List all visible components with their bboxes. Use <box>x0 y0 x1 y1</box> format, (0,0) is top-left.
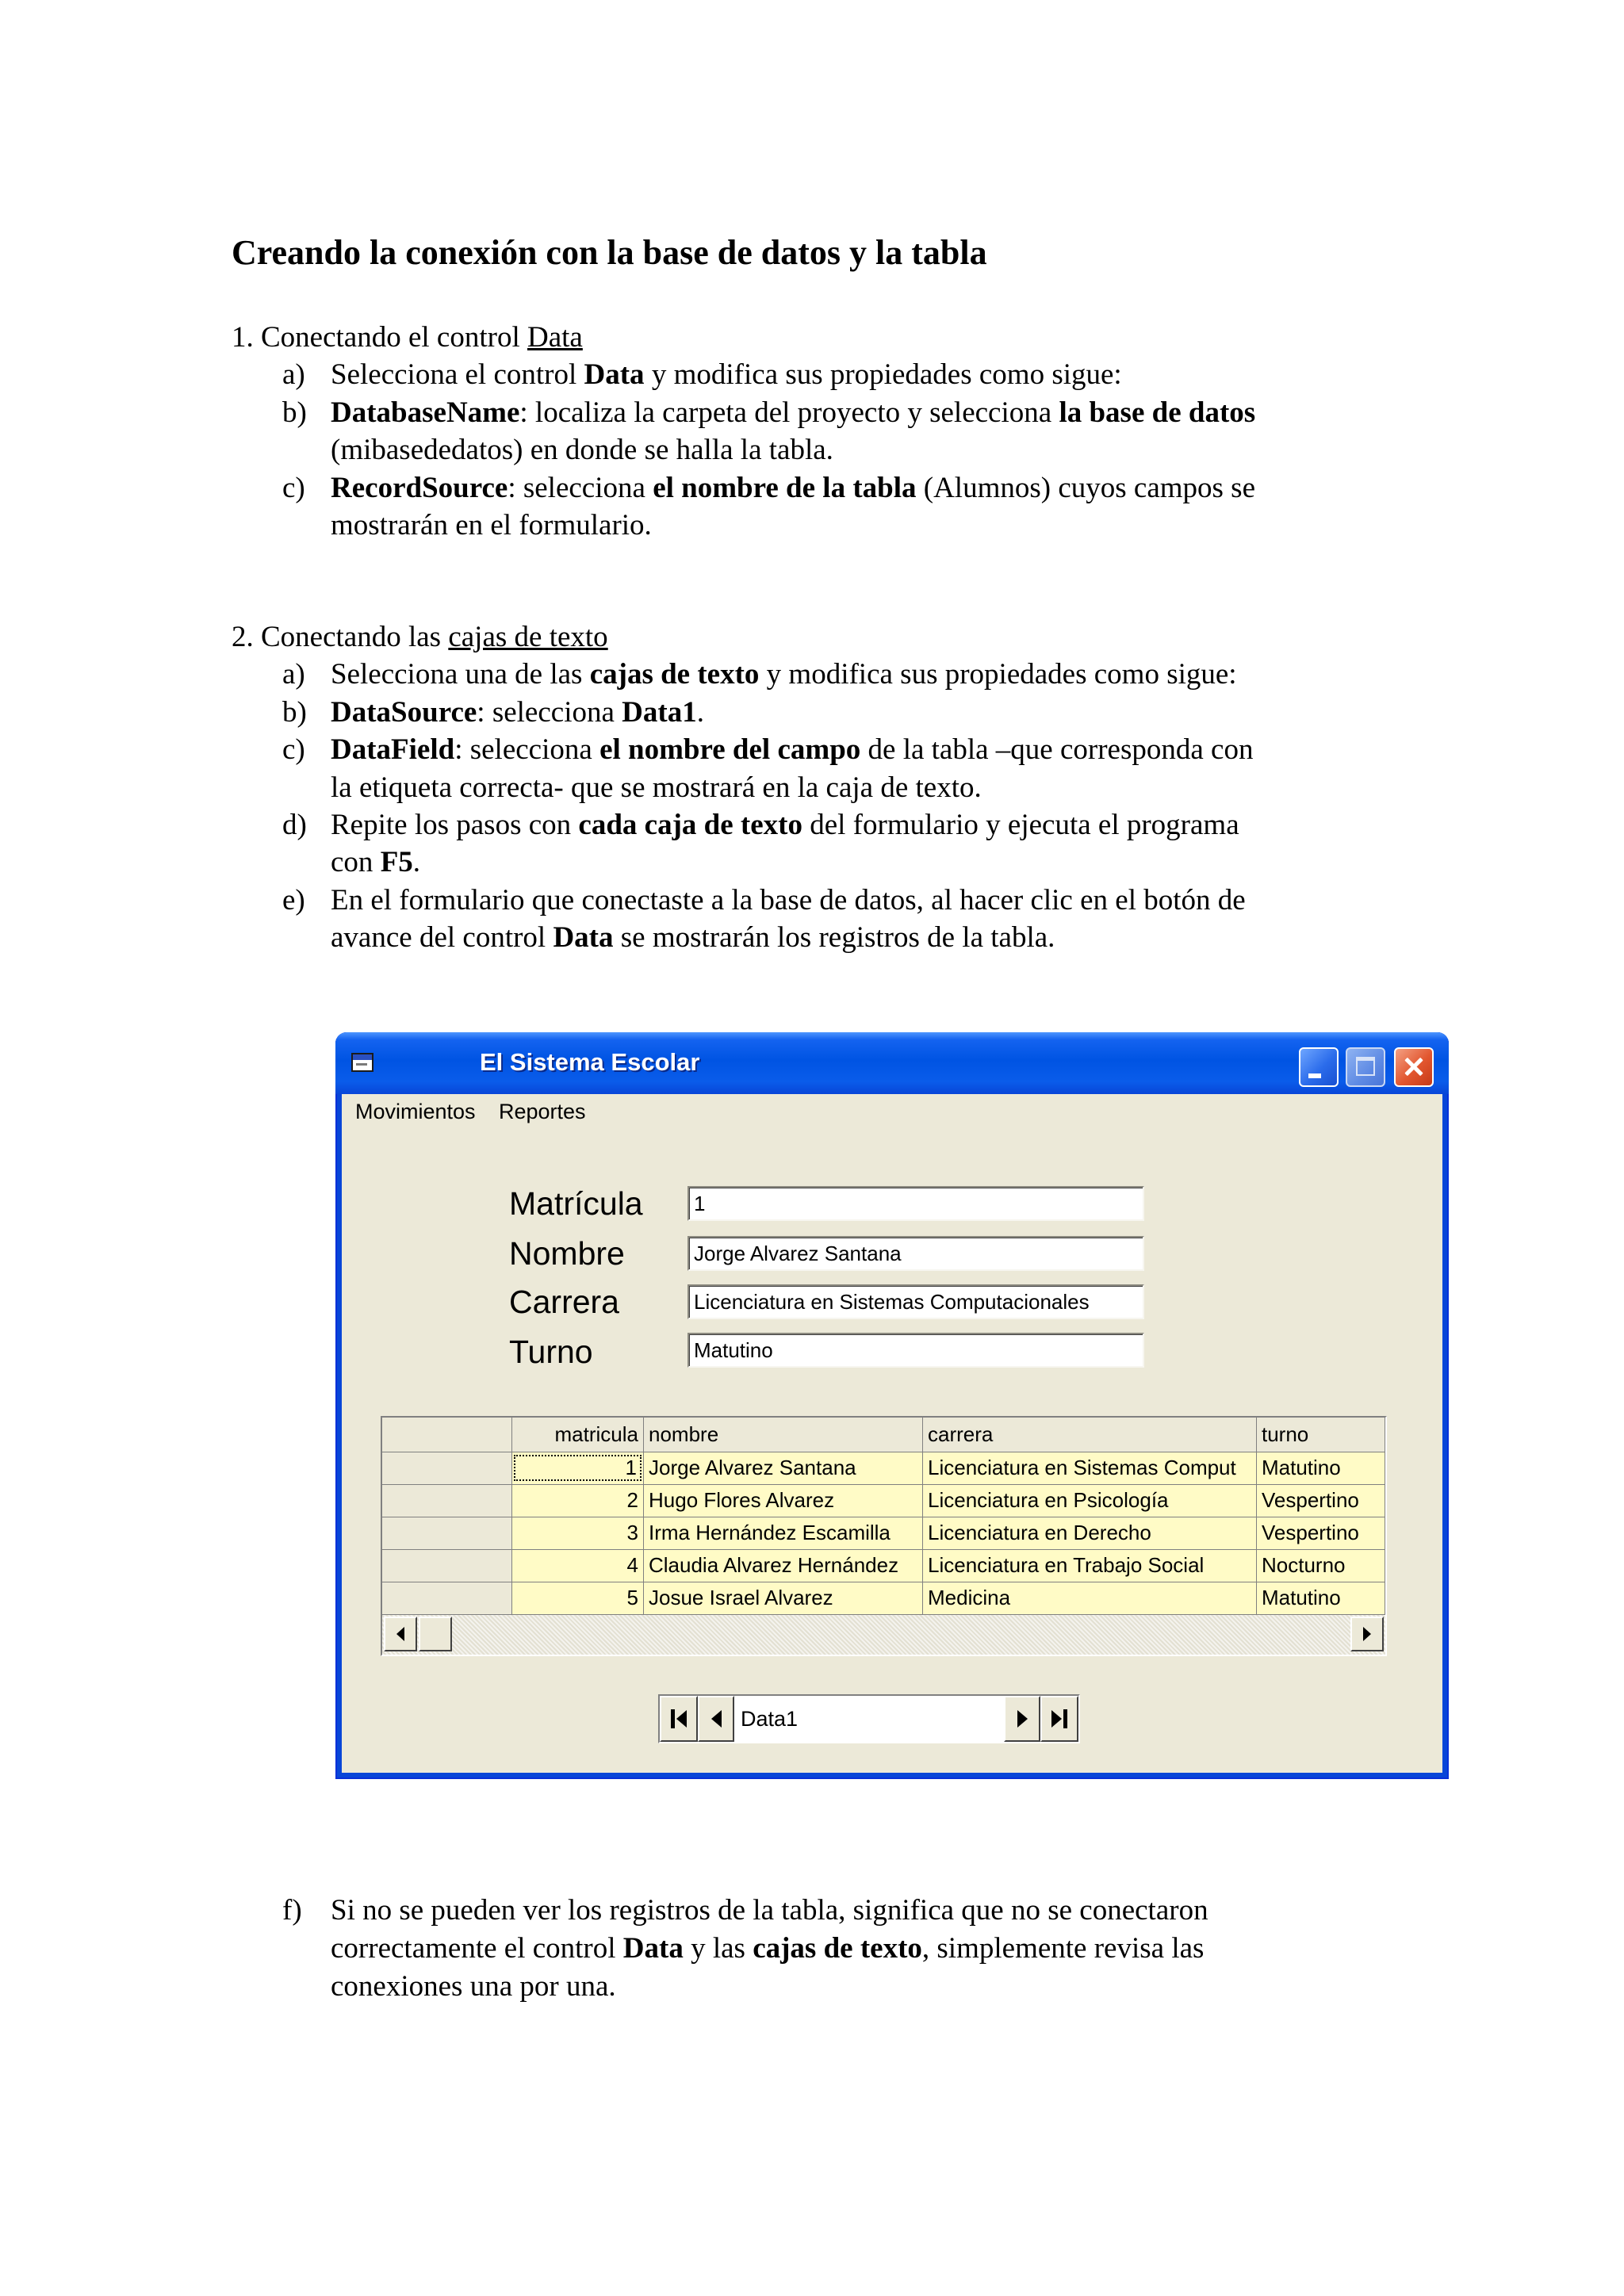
cell-matricula[interactable]: 2 <box>512 1485 644 1517</box>
first-record-icon <box>671 1709 687 1728</box>
item-text <box>331 469 1255 545</box>
grid-corner-header[interactable] <box>382 1418 512 1452</box>
scroll-left-icon <box>396 1627 404 1641</box>
item-text <box>331 806 1239 882</box>
text-segment: mostrarán en el formulario. <box>331 509 652 542</box>
text-segment: , simplemente revisa las <box>921 1932 1205 1965</box>
text-segment: : selecciona <box>477 695 622 729</box>
item-text <box>331 394 1255 469</box>
text-segment: con <box>331 846 381 879</box>
maximize-button[interactable] <box>1346 1047 1385 1087</box>
last-record-icon-bar <box>1063 1709 1067 1728</box>
column-header-nombre[interactable]: nombre <box>644 1418 923 1452</box>
text-segment: y las <box>683 1932 753 1965</box>
text-segment: y modifica sus propiedades como sigue: <box>644 358 1122 392</box>
form-icon-band <box>353 1054 372 1060</box>
cell-carrera[interactable]: Licenciatura en Sistemas Comput <box>923 1452 1257 1485</box>
bold-segment: el nombre del campo <box>599 733 861 767</box>
column-header-matricula[interactable]: matricula <box>512 1418 644 1452</box>
matricula-field[interactable]: 1 <box>688 1186 1144 1221</box>
text-segment: correctamente el control <box>331 1932 623 1965</box>
item-label: c) <box>282 733 305 767</box>
data-grid[interactable] <box>381 1416 1387 1656</box>
item-label: f) <box>282 1894 302 1927</box>
cell-nombre[interactable]: Josue Israel Alvarez <box>644 1582 923 1615</box>
item-text <box>331 731 1253 806</box>
text-segment: . <box>412 846 421 879</box>
text-segment: Selecciona una de las <box>331 658 590 691</box>
maximize-icon <box>1356 1057 1375 1076</box>
item-label: a) <box>282 358 305 392</box>
text-segment: Selecciona el control <box>331 358 584 392</box>
section-title-text: Conectando las <box>261 621 449 653</box>
cell-turno[interactable]: Vespertino <box>1257 1517 1385 1550</box>
carrera-field[interactable]: Licenciatura en Sistemas Computacionales <box>688 1284 1144 1319</box>
section-number: 2. <box>232 621 254 653</box>
menu-reportes[interactable]: Reportes <box>499 1100 586 1123</box>
scroll-right-button[interactable] <box>1350 1617 1384 1651</box>
section-2-item-d <box>232 806 1253 882</box>
last-record-button[interactable] <box>1040 1696 1078 1742</box>
cell-nombre[interactable]: Hugo Flores Alvarez <box>644 1485 923 1517</box>
data-control-caption: Data1 <box>734 1696 1004 1742</box>
data-control <box>658 1694 1080 1743</box>
item-label: b) <box>282 396 307 429</box>
bold-segment: Data <box>622 1932 684 1965</box>
horizontal-scrollbar[interactable] <box>382 1615 1385 1655</box>
note-item-f <box>232 1892 1208 2006</box>
close-button[interactable] <box>1394 1047 1434 1087</box>
label-turno: Turno <box>509 1334 593 1370</box>
cell-carrera[interactable]: Licenciatura en Derecho <box>923 1517 1257 1550</box>
app-window <box>335 1032 1449 1779</box>
item-label: e) <box>282 883 305 916</box>
first-record-icon-arrow <box>676 1710 687 1728</box>
last-record-icon <box>1051 1709 1067 1728</box>
bold-segment: DataSource <box>331 695 477 729</box>
text-segment: la etiqueta correcta- que se mostrará en la caja de texto. <box>331 771 982 804</box>
text-segment: (Alumnos) cuyos campos se <box>916 471 1256 504</box>
row-selector[interactable] <box>382 1485 512 1517</box>
text-segment: del formulario y ejecuta el programa <box>802 809 1239 842</box>
cell-carrera[interactable]: Licenciatura en Trabajo Social <box>923 1550 1257 1582</box>
nombre-field[interactable]: Jorge Alvarez Santana <box>688 1236 1144 1271</box>
section-title-text: Conectando el control <box>261 321 527 354</box>
cell-turno[interactable]: Vespertino <box>1257 1485 1385 1517</box>
column-header-turno[interactable]: turno <box>1257 1418 1385 1452</box>
row-selector[interactable] <box>382 1517 512 1550</box>
text-segment: (mibasededatos) en donde se halla la tabla. <box>331 434 833 467</box>
text-segment: conexiones una por una. <box>331 1970 616 2003</box>
scroll-left-button[interactable] <box>384 1617 417 1651</box>
label-matricula: Matrícula <box>509 1185 643 1222</box>
item-text <box>331 356 1122 393</box>
text-segment: Repite los pasos con <box>331 809 579 842</box>
last-record-icon-arrow <box>1051 1710 1062 1728</box>
cell-turno[interactable]: Nocturno <box>1257 1550 1385 1582</box>
text-segment: se mostrarán los registros de la tabla. <box>613 921 1055 955</box>
text-segment: de la tabla –que corresponda con <box>860 733 1254 767</box>
section-1-item-c <box>232 469 1255 545</box>
cell-carrera[interactable]: Medicina <box>923 1582 1257 1615</box>
item-label: c) <box>282 471 305 504</box>
cell-turno[interactable]: Matutino <box>1257 1582 1385 1615</box>
scroll-thumb[interactable] <box>419 1617 452 1651</box>
page-heading: Creando la conexión con la base de datos y la tabla <box>232 233 987 272</box>
next-record-button[interactable] <box>1004 1696 1040 1742</box>
label-nombre: Nombre <box>509 1235 625 1272</box>
section-1-title <box>232 319 1255 356</box>
item-text <box>331 694 704 731</box>
note-section <box>232 1892 1208 2006</box>
form-icon[interactable] <box>351 1053 373 1072</box>
text-segment: : selecciona <box>508 471 653 504</box>
section-2-title <box>232 618 1253 656</box>
cell-nombre[interactable]: Irma Hernández Escamilla <box>644 1517 923 1550</box>
cell-matricula[interactable] <box>512 1452 644 1485</box>
bold-segment: Data1 <box>622 695 697 729</box>
cell-matricula[interactable]: 5 <box>512 1582 644 1615</box>
cell-nombre[interactable]: Jorge Alvarez Santana <box>644 1452 923 1485</box>
text-segment: En el formulario que conectaste a la base de datos, al hacer clic en el botón de <box>331 883 1246 916</box>
window-title: El Sistema Escolar <box>480 1048 700 1076</box>
section-1-item-b <box>232 394 1255 469</box>
item-label: b) <box>282 695 307 729</box>
form-icon-line <box>356 1063 367 1066</box>
previous-record-button[interactable] <box>698 1696 734 1742</box>
item-label: d) <box>282 809 307 842</box>
section-title-underlined: Data <box>527 321 583 354</box>
bold-segment: cajas de texto <box>753 1932 922 1965</box>
bold-segment: cada caja de texto <box>578 809 802 842</box>
item-label: a) <box>282 658 305 691</box>
cell-carrera[interactable]: Licenciatura en Psicología <box>923 1485 1257 1517</box>
row-selector[interactable] <box>382 1582 512 1615</box>
next-record-icon <box>1017 1710 1028 1728</box>
title-bar[interactable] <box>335 1032 1449 1094</box>
first-record-icon-bar <box>671 1709 675 1728</box>
bold-segment: DataField <box>331 733 455 767</box>
text-segment: : selecciona <box>454 733 600 767</box>
turno-field[interactable]: Matutino <box>688 1333 1144 1368</box>
section-2 <box>232 618 1253 957</box>
label-carrera: Carrera <box>509 1284 619 1320</box>
text-segment: y modifica sus propiedades como sigue: <box>759 658 1237 691</box>
previous-record-icon <box>711 1710 722 1728</box>
scroll-right-icon <box>1363 1627 1371 1641</box>
section-2-item-c <box>232 731 1253 806</box>
first-record-button[interactable] <box>660 1696 698 1742</box>
bold-segment: Data <box>584 358 645 392</box>
bold-segment: Data <box>553 921 614 955</box>
text-segment: avance del control <box>331 921 553 955</box>
cell-matricula[interactable]: 3 <box>512 1517 644 1550</box>
minimize-icon <box>1308 1073 1321 1078</box>
cell-matricula[interactable]: 4 <box>512 1550 644 1582</box>
bold-segment: F5 <box>380 846 413 879</box>
menu-movimientos[interactable]: Movimientos <box>355 1100 476 1123</box>
bold-segment: la base de datos <box>1059 396 1256 429</box>
grid-body <box>382 1418 1385 1615</box>
section-2-item-a <box>232 656 1253 693</box>
text-segment: Si no se pueden ver los registros de la tabla, significa que no se conectaron <box>331 1894 1208 1927</box>
row-selector[interactable] <box>382 1550 512 1582</box>
text-segment: : localiza la carpeta del proyecto y selecciona <box>519 396 1059 429</box>
minimize-button[interactable] <box>1299 1047 1339 1087</box>
bold-segment: DatabaseName <box>331 396 520 429</box>
cell-turno[interactable]: Matutino <box>1257 1452 1385 1485</box>
cell-nombre[interactable]: Claudia Alvarez Hernández <box>644 1550 923 1582</box>
focused-cell-value[interactable]: 1 <box>514 1455 642 1481</box>
bold-segment: RecordSource <box>331 471 508 504</box>
section-1-item-a <box>232 356 1255 393</box>
column-header-carrera[interactable]: carrera <box>923 1418 1257 1452</box>
section-2-item-e <box>232 882 1253 957</box>
text-segment: . <box>696 695 704 729</box>
item-text <box>331 1892 1208 2006</box>
section-2-item-b <box>232 694 1253 731</box>
section-title-underlined: cajas de texto <box>448 621 608 653</box>
section-1 <box>232 319 1255 544</box>
bold-segment: cajas de texto <box>589 658 760 691</box>
bold-segment: el nombre de la tabla <box>653 471 917 504</box>
item-text <box>331 882 1246 957</box>
row-selector[interactable] <box>382 1452 512 1485</box>
section-number: 1. <box>232 321 254 354</box>
item-text <box>331 656 1237 693</box>
